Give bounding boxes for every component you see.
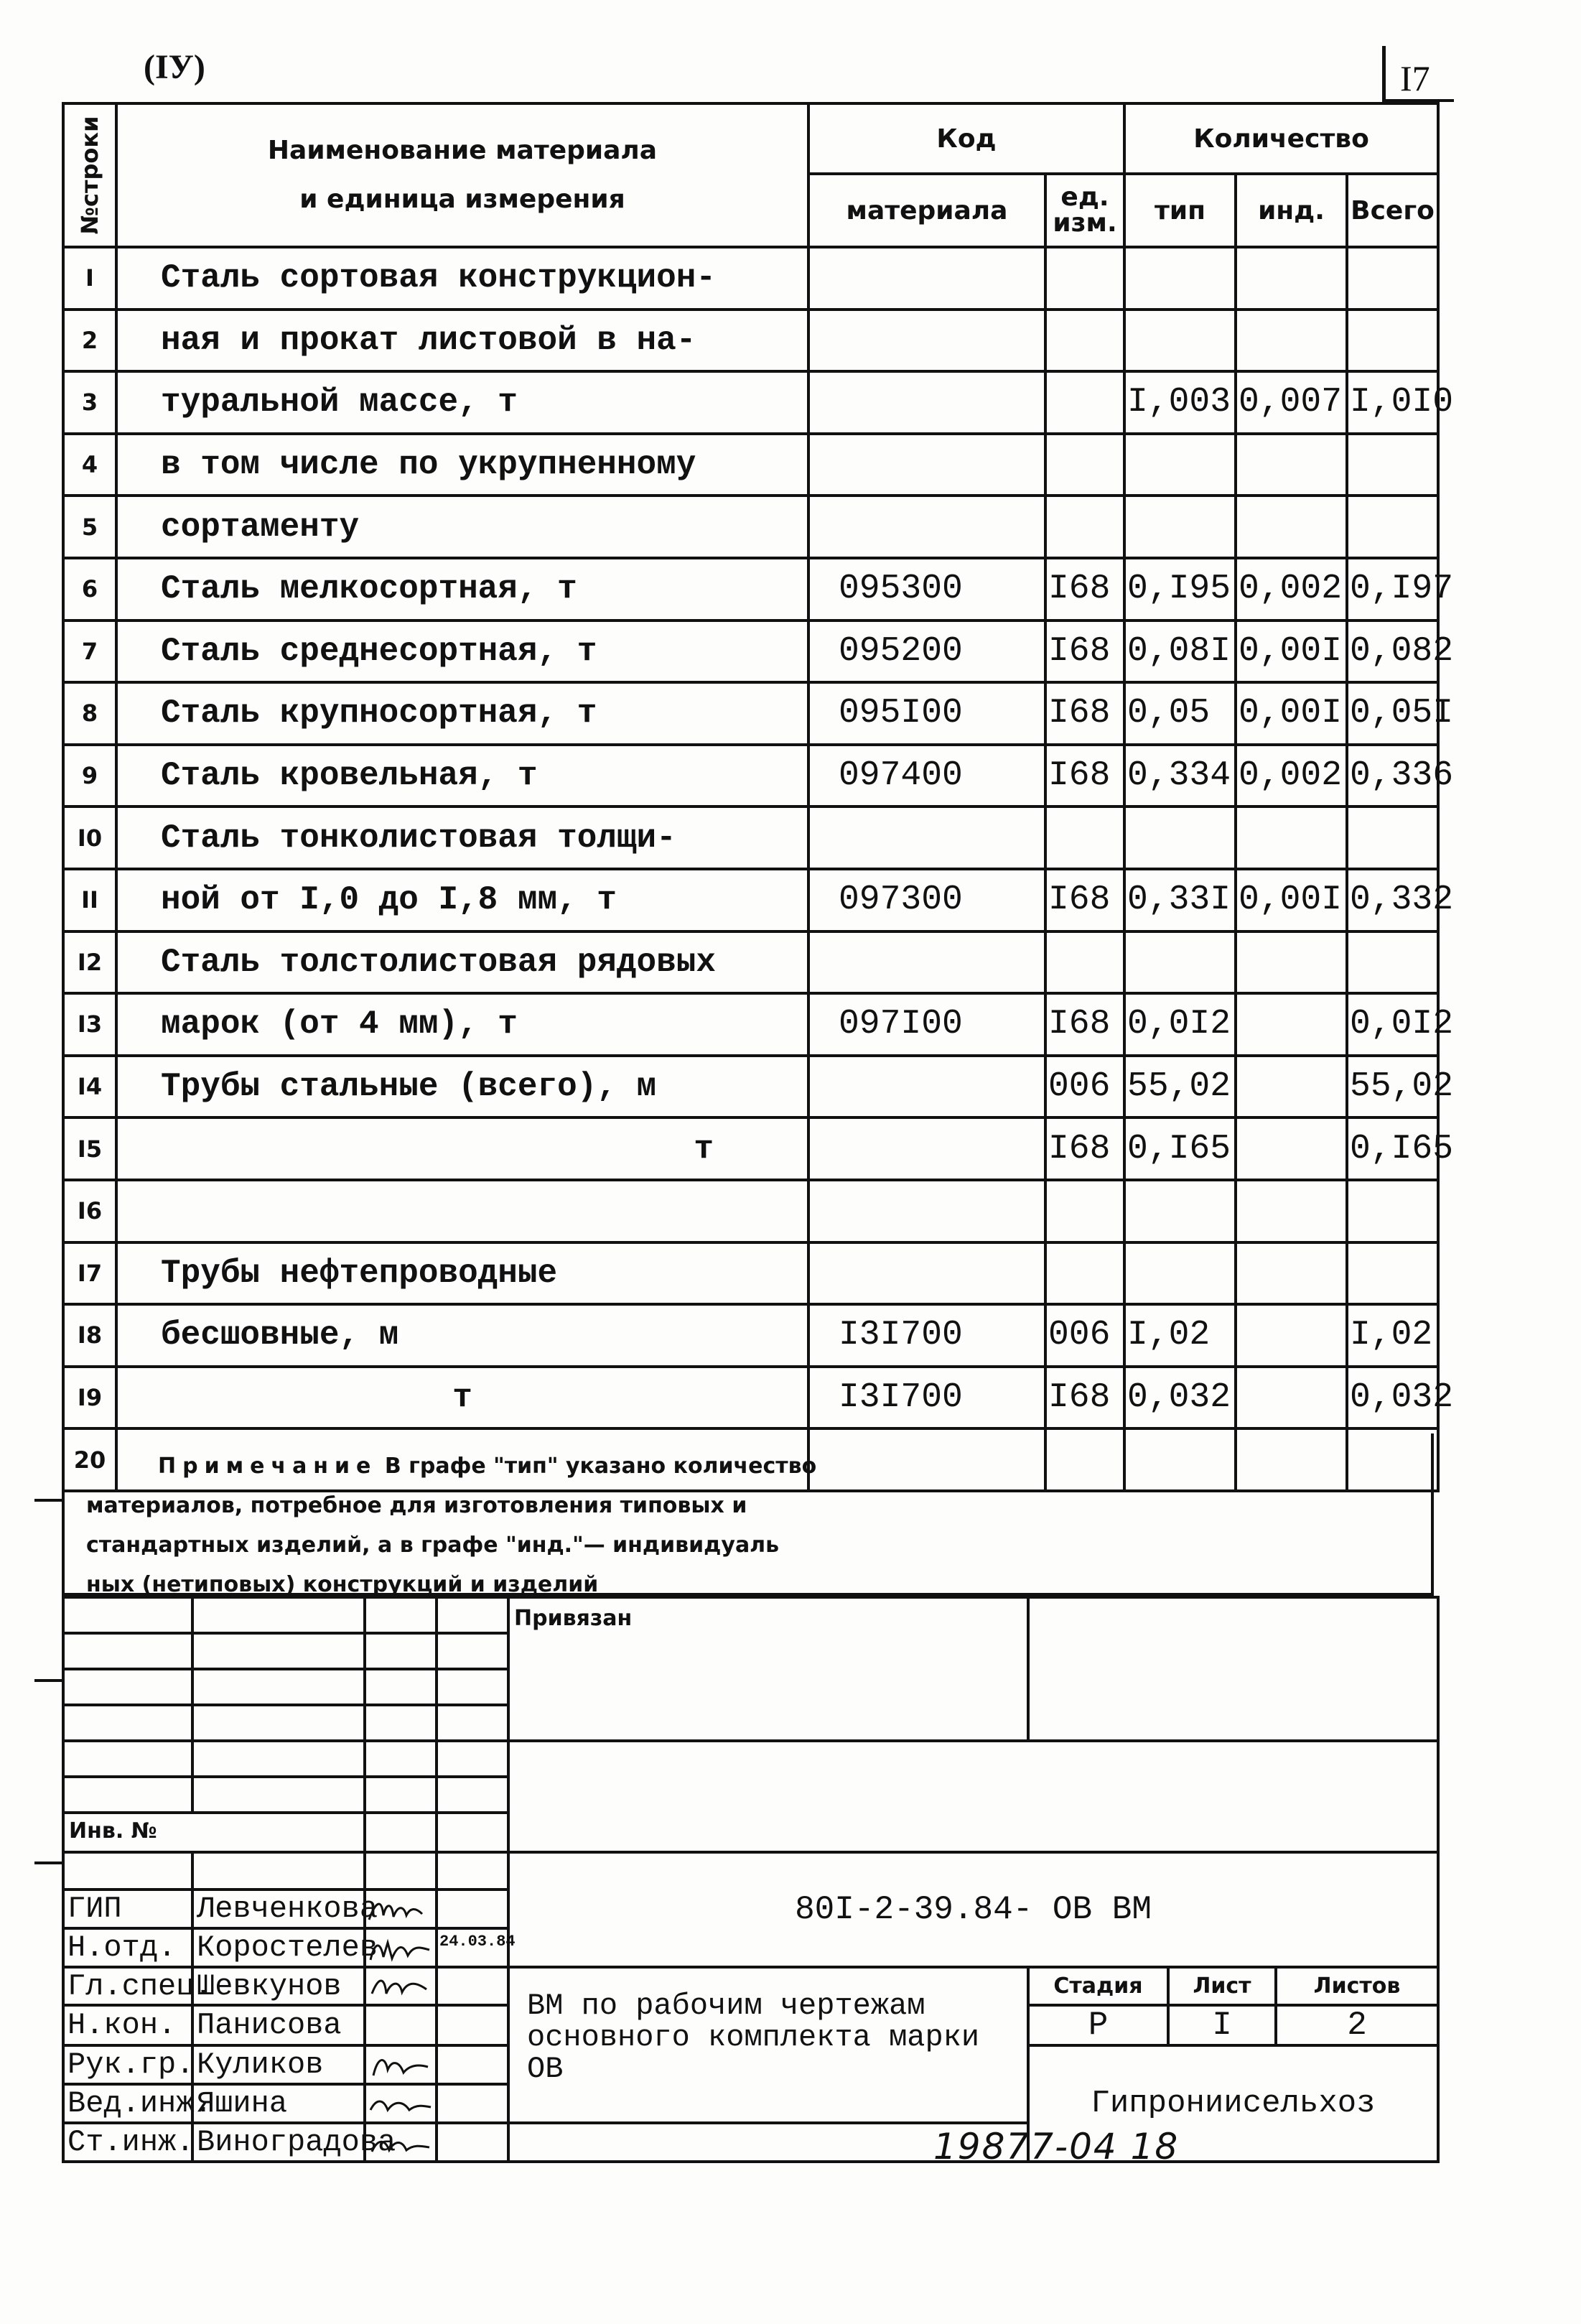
material-name-cell: марок (от 4 мм), т <box>116 993 808 1056</box>
code-cell <box>808 931 1045 994</box>
material-code-header: материала <box>808 174 1045 247</box>
type-cell <box>1124 931 1236 994</box>
row-number-cell: 9 <box>63 745 116 807</box>
type-cell: 0,05 <box>1124 682 1236 745</box>
material-name-cell: ной от I,0 до I,8 мм, т <box>116 869 808 931</box>
row-number-cell: I6 <box>63 1180 116 1242</box>
material-name-cell: Трубы стальные (всего), м <box>116 1056 808 1118</box>
ind-header: инд. <box>1236 174 1347 247</box>
signature-lead-engineer <box>365 2084 437 2123</box>
signature-lead-engineer-graphic <box>366 2090 435 2121</box>
role-norm-control: Н.кон. <box>63 2005 192 2045</box>
material-name-cell: сортаменту <box>116 496 808 558</box>
material-name-cell: Сталь тонколистовая толщи- <box>116 807 808 869</box>
ind-cell <box>1236 1056 1347 1118</box>
ind-cell: 0,00I <box>1236 682 1347 745</box>
code-cell: 097300 <box>808 869 1045 931</box>
code-cell: 095200 <box>808 620 1045 683</box>
total-header: Всего <box>1347 174 1438 247</box>
total-cell: 0,032 <box>1347 1367 1438 1429</box>
type-cell: 55,02 <box>1124 1056 1236 1118</box>
code-cell: 097400 <box>808 745 1045 807</box>
role-senior-engineer: Ст.инж. <box>63 2123 192 2162</box>
unit-cell: I68 <box>1045 620 1124 683</box>
row-number-cell: 2 <box>63 310 116 372</box>
name-dept-head: Коростелев <box>192 1928 365 1967</box>
row-number-cell: II <box>63 869 116 931</box>
note-line3: стандартных изделий, а в графе "инд."— индивидуаль <box>86 1533 780 1558</box>
material-name-cell <box>116 1180 808 1242</box>
archive-number: 19877-04 18 <box>933 2126 1180 2167</box>
code-cell: I3I700 <box>808 1367 1045 1429</box>
material-name-cell: в том числе по укрупненному <box>116 434 808 496</box>
row-number-header: №строки <box>63 103 116 247</box>
type-cell <box>1124 1242 1236 1305</box>
unit-cell <box>1045 1180 1124 1242</box>
total-cell: I,02 <box>1347 1304 1438 1367</box>
material-name-cell: Сталь мелкосортная, т <box>116 558 808 620</box>
unit-header: ед. изм. <box>1045 174 1124 247</box>
materials-table <box>62 102 1454 1492</box>
row-number-cell: I2 <box>63 931 116 994</box>
ind-cell: 0,002 <box>1236 558 1347 620</box>
margin-tick <box>34 1499 63 1502</box>
table-row <box>63 310 1438 372</box>
quantity-group-header: Количество <box>1124 103 1438 174</box>
table-body <box>63 247 1454 1491</box>
ind-cell <box>1236 807 1347 869</box>
name-norm-control: Панисова <box>192 2005 365 2045</box>
role-group-lead: Рук.гр. <box>63 2045 192 2084</box>
ind-cell: 0,002 <box>1236 745 1347 807</box>
total-cell <box>1347 1242 1438 1305</box>
material-name-cell: Сталь кровельная, т <box>116 745 808 807</box>
name-header-line2: и единица измерения <box>299 185 625 214</box>
table-row <box>63 620 1438 683</box>
material-name-cell: Трубы нефтепроводные <box>116 1242 808 1305</box>
total-cell: 0,332 <box>1347 869 1438 931</box>
margin-tick <box>34 1861 63 1864</box>
type-header: тип <box>1124 174 1236 247</box>
table-row <box>63 371 1438 434</box>
ind-cell <box>1236 993 1347 1056</box>
type-cell: I,003 <box>1124 371 1236 434</box>
signature-group-lead <box>365 2045 437 2084</box>
unit-cell: 006 <box>1045 1304 1124 1367</box>
table-row <box>63 1242 1438 1305</box>
signature-group-lead-graphic <box>366 2051 435 2083</box>
unit-cell: 006 <box>1045 1056 1124 1118</box>
table-row <box>63 682 1438 745</box>
material-name-cell: туральной массе, т <box>116 371 808 434</box>
ind-cell <box>1236 247 1347 310</box>
table-row <box>63 993 1438 1056</box>
name-gip: Левченкова <box>192 1890 365 1928</box>
total-cell <box>1347 247 1438 310</box>
code-cell <box>808 807 1045 869</box>
ind-cell <box>1236 1367 1347 1429</box>
unit-cell: I68 <box>1045 745 1124 807</box>
total-cell: 0,0I2 <box>1347 993 1438 1056</box>
type-cell: 0,032 <box>1124 1367 1236 1429</box>
unit-cell <box>1045 247 1124 310</box>
row-number-cell: I0 <box>63 807 116 869</box>
table-row <box>63 1117 1438 1180</box>
unit-cell: I68 <box>1045 869 1124 931</box>
title-block <box>62 1596 1440 2163</box>
type-cell: 0,0I2 <box>1124 993 1236 1056</box>
code-cell: 095300 <box>808 558 1045 620</box>
total-cell: 0,I65 <box>1347 1117 1438 1180</box>
note-block <box>62 1433 1434 1596</box>
material-name-cell: т <box>116 1367 808 1429</box>
row-number-cell: I7 <box>63 1242 116 1305</box>
total-cell: I,0I0 <box>1347 371 1438 434</box>
ind-cell <box>1236 310 1347 372</box>
unit-cell <box>1045 434 1124 496</box>
code-cell <box>808 1242 1045 1305</box>
total-cell: 0,I97 <box>1347 558 1438 620</box>
row-number-cell: I4 <box>63 1056 116 1118</box>
code-cell <box>808 247 1045 310</box>
role-dept-head: Н.отд. <box>63 1928 192 1967</box>
stage-label: Стадия <box>1028 1967 1168 2006</box>
type-cell: 0,33I <box>1124 869 1236 931</box>
unit-cell <box>1045 371 1124 434</box>
row-number-cell: I5 <box>63 1117 116 1180</box>
row-number-cell: I9 <box>63 1367 116 1429</box>
signature-senior-engineer <box>365 2123 437 2162</box>
total-cell <box>1347 931 1438 994</box>
sheet-mark: (IУ) <box>144 48 205 86</box>
type-cell: 0,I95 <box>1124 558 1236 620</box>
unit-cell <box>1045 310 1124 372</box>
inventory-number-label: Инв. № <box>63 1813 365 1852</box>
table-row <box>63 496 1438 558</box>
code-cell <box>808 496 1045 558</box>
material-name-cell: Сталь крупносортная, т <box>116 682 808 745</box>
role-lead-engineer: Вед.инж. <box>63 2084 192 2123</box>
signature-chief-specialist <box>365 1967 437 2006</box>
page-number: I7 <box>1400 58 1430 98</box>
ind-cell <box>1236 931 1347 994</box>
code-cell: I3I700 <box>808 1304 1045 1367</box>
signing-date: 24.03.84 <box>437 1928 508 1967</box>
signature-gip-graphic <box>366 1895 435 1927</box>
type-cell <box>1124 807 1236 869</box>
type-cell <box>1124 1180 1236 1242</box>
code-cell: 097I00 <box>808 993 1045 1056</box>
ind-cell <box>1236 1117 1347 1180</box>
table-row <box>63 869 1438 931</box>
ind-cell <box>1236 496 1347 558</box>
table-row <box>63 1180 1438 1242</box>
unit-cell: I68 <box>1045 682 1124 745</box>
row-number-cell: I <box>63 247 116 310</box>
material-name-cell: Сталь толстолистовая рядовых <box>116 931 808 994</box>
document-code: 80I-2-39.84- ОВ ВМ <box>508 1852 1438 1967</box>
unit-cell <box>1045 807 1124 869</box>
name-group-lead: Куликов <box>192 2045 365 2084</box>
row-number-cell: 5 <box>63 496 116 558</box>
name-lead-engineer: Яшина <box>192 2084 365 2123</box>
note-label: Примечание <box>158 1454 378 1479</box>
unit-cell: I68 <box>1045 1117 1124 1180</box>
signature-senior-engineer-graphic <box>366 2129 435 2160</box>
margin-tick <box>34 1679 63 1682</box>
ind-cell <box>1236 1242 1347 1305</box>
name-senior-engineer: Виноградова <box>192 2123 365 2162</box>
material-name-cell: т <box>116 1117 808 1180</box>
code-cell <box>808 434 1045 496</box>
sheets-count-value: 2 <box>1276 2005 1438 2045</box>
note-line1: В графе "тип" указано количество <box>384 1454 817 1479</box>
material-name-cell: бесшовные, м <box>116 1304 808 1367</box>
name-chief-specialist: Шевкунов <box>192 1967 365 2006</box>
table-row <box>63 931 1438 994</box>
unit-cell: I68 <box>1045 993 1124 1056</box>
note-text <box>86 1446 816 1604</box>
row-number-cell: 20 <box>63 1428 116 1491</box>
total-cell <box>1347 496 1438 558</box>
type-cell <box>1124 310 1236 372</box>
code-cell <box>808 1117 1045 1180</box>
total-cell: 0,336 <box>1347 745 1438 807</box>
code-cell <box>808 1056 1045 1118</box>
role-chief-specialist: Гл.спец. <box>63 1967 192 2006</box>
material-name-cell: ная и прокат листовой в на- <box>116 310 808 372</box>
document-title: ВМ по рабочим чертежам основного комплекта марки ОВ <box>508 1967 1028 2123</box>
type-cell <box>1124 247 1236 310</box>
note-line2: материалов, потребное для изготовления типовых и <box>86 1493 747 1518</box>
name-header <box>116 103 808 247</box>
sheet-label: Лист <box>1168 1967 1276 2006</box>
type-cell <box>1124 434 1236 496</box>
table-row <box>63 807 1438 869</box>
unit-cell <box>1045 1242 1124 1305</box>
unit-cell <box>1045 931 1124 994</box>
code-cell: 095I00 <box>808 682 1045 745</box>
row-number-cell: 6 <box>63 558 116 620</box>
role-gip: ГИП <box>63 1890 192 1928</box>
name-header-line1: Наименование материала <box>267 135 658 165</box>
row-number-cell: 3 <box>63 371 116 434</box>
type-cell: I,02 <box>1124 1304 1236 1367</box>
total-cell <box>1347 434 1438 496</box>
material-name-cell: Сталь среднесортная, т <box>116 620 808 683</box>
table-row <box>63 247 1438 310</box>
stage-value: Р <box>1028 2005 1168 2045</box>
row-number-cell: I8 <box>63 1304 116 1367</box>
type-cell: 0,334 <box>1124 745 1236 807</box>
total-cell <box>1347 807 1438 869</box>
code-group-header: Код <box>808 103 1124 174</box>
row-number-cell: 8 <box>63 682 116 745</box>
total-cell: 55,02 <box>1347 1056 1438 1118</box>
page-number-frame-vertical <box>1382 46 1386 102</box>
total-cell <box>1347 310 1438 372</box>
unit-cell <box>1045 496 1124 558</box>
row-number-cell: 4 <box>63 434 116 496</box>
type-cell: 0,08I <box>1124 620 1236 683</box>
signature-dept-head-graphic <box>366 1934 435 1966</box>
row-number-cell: I3 <box>63 993 116 1056</box>
ind-cell <box>1236 1180 1347 1242</box>
sheet-value: I <box>1168 2005 1276 2045</box>
total-cell <box>1347 1180 1438 1242</box>
material-name-cell: Сталь сортовая конструкцион- <box>116 247 808 310</box>
ind-cell: 0,00I <box>1236 620 1347 683</box>
privyazan-label: Привязан <box>508 1597 1028 1741</box>
unit-cell: I68 <box>1045 558 1124 620</box>
type-cell: 0,I65 <box>1124 1117 1236 1180</box>
table-row <box>63 745 1438 807</box>
note-line4: ных (нетиповых) конструкций и изделий <box>86 1572 599 1597</box>
total-cell: 0,05I <box>1347 682 1438 745</box>
table-row <box>63 434 1438 496</box>
ind-cell: 0,007 <box>1236 371 1347 434</box>
code-cell <box>808 371 1045 434</box>
total-cell: 0,082 <box>1347 620 1438 683</box>
type-cell <box>1124 496 1236 558</box>
organization-name: Гипрониисельхоз <box>1028 2045 1438 2161</box>
table-row <box>63 1056 1438 1118</box>
ind-cell: 0,00I <box>1236 869 1347 931</box>
signature-chief-specialist-graphic <box>366 1972 435 2004</box>
ind-cell <box>1236 434 1347 496</box>
signature-gip <box>365 1890 437 1928</box>
code-cell <box>808 310 1045 372</box>
unit-cell: I68 <box>1045 1367 1124 1429</box>
signature-dept-head <box>365 1928 437 1967</box>
row-number-cell: 7 <box>63 620 116 683</box>
table-row <box>63 558 1438 620</box>
table-row <box>63 1367 1438 1429</box>
table-row <box>63 1304 1438 1367</box>
code-cell <box>808 1180 1045 1242</box>
ind-cell <box>1236 1304 1347 1367</box>
sheets-count-label: Листов <box>1276 1967 1438 2006</box>
